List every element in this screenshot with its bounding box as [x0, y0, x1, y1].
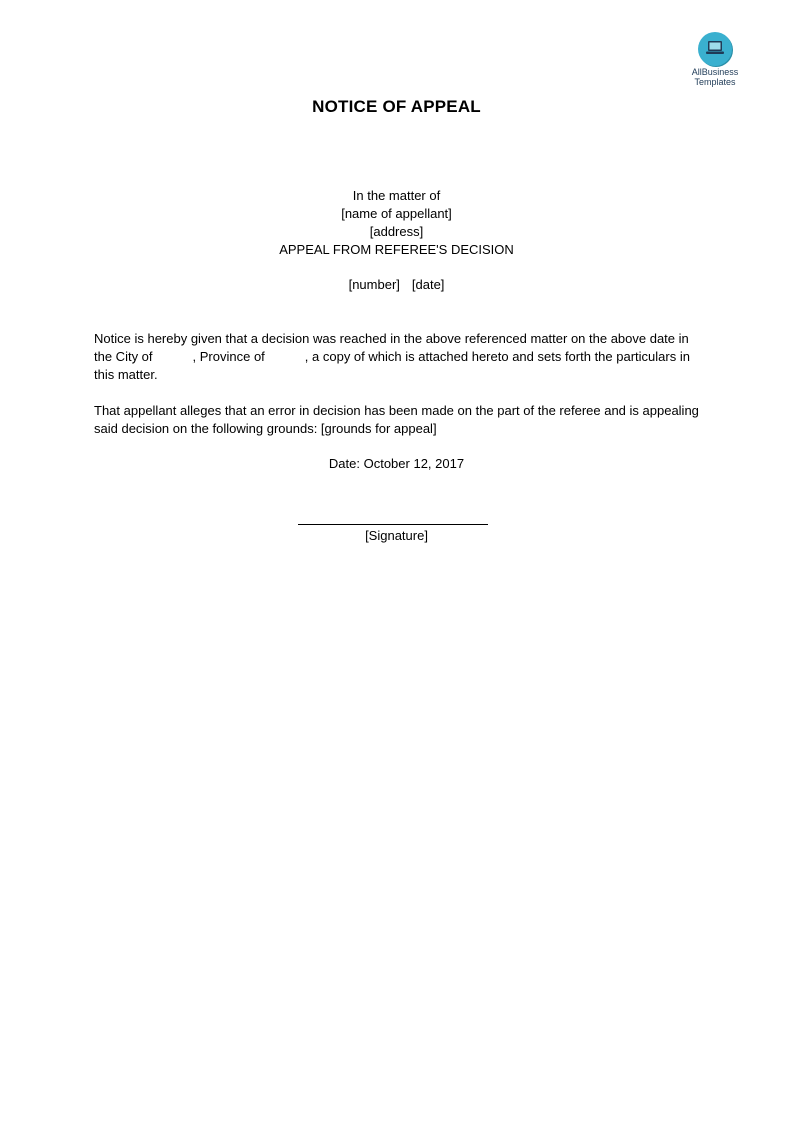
- notice-text-part-2: , Province of: [192, 349, 265, 364]
- matter-line-1: In the matter of: [352, 188, 441, 203]
- reference-line: [0, 276, 793, 294]
- logo-line-1: AllBusiness: [691, 67, 739, 77]
- notice-text-part-1: Notice is hereby given that a decision was reached in the above referenced matter on the above date in the City of: [94, 331, 689, 364]
- document-title: NOTICE OF APPEAL: [312, 97, 481, 116]
- grounds-paragraph: That appellant alleges that an error in decision has been made on the part of the referee and is appealing said decision on the following grounds: [grounds for appeal]: [94, 403, 699, 436]
- date-placeholder: [date]: [411, 277, 445, 292]
- appellant-name-placeholder: [name of appellant]: [341, 206, 452, 221]
- number-placeholder: [number]: [348, 277, 400, 292]
- matter-block: [0, 187, 793, 259]
- document-date: Date: October 12, 2017: [328, 456, 465, 471]
- signature-line: [298, 524, 488, 525]
- allbusiness-logo: [683, 32, 747, 87]
- signature-label: [Signature]: [365, 528, 428, 543]
- appeal-heading: APPEAL FROM REFEREE'S DECISION: [279, 242, 514, 257]
- address-placeholder: [address]: [369, 224, 424, 239]
- notice-paragraph: [94, 330, 704, 384]
- logo-line-2: Templates: [694, 77, 736, 87]
- notice-text-part-3: , a copy of which is attached hereto and sets forth the particulars in this matter.: [94, 349, 690, 382]
- laptop-icon: [698, 32, 732, 66]
- logo-text: [683, 67, 747, 87]
